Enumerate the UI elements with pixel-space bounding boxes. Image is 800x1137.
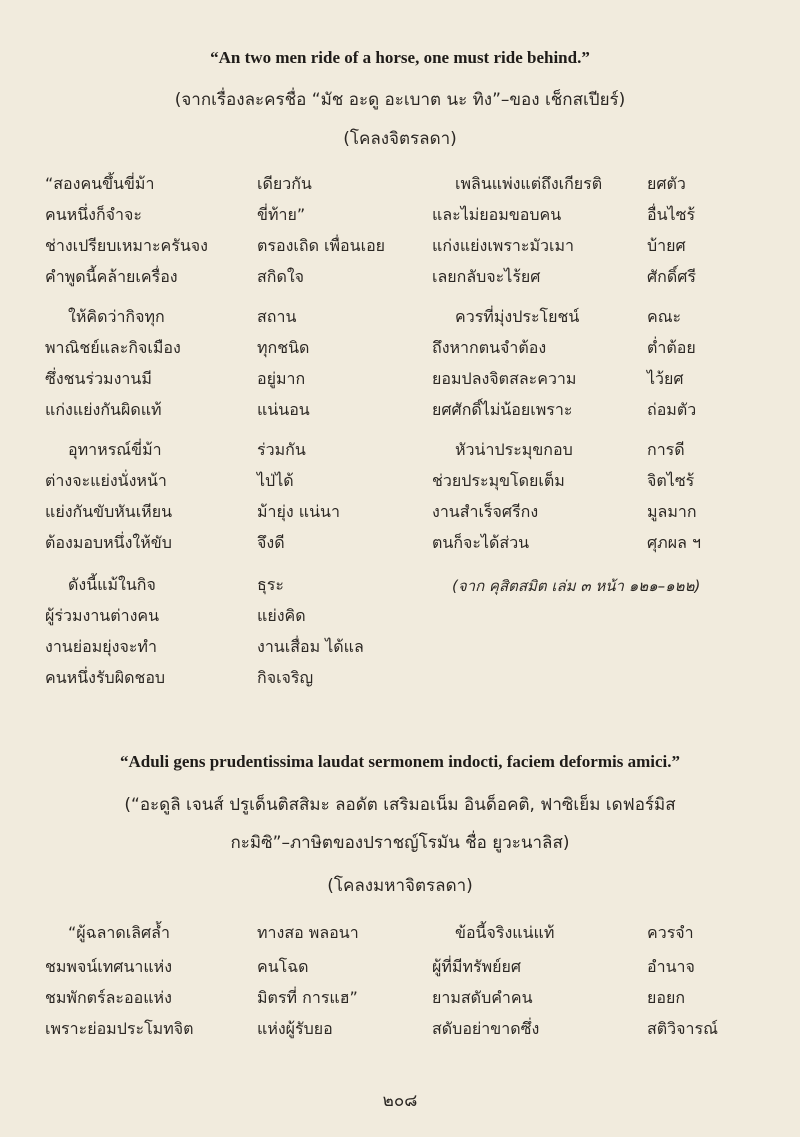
verse-row — [0, 172, 800, 202]
verse-cell: แก่งแย่งกันผิดแท้ — [45, 400, 162, 419]
verse-cell: ม้ายุ่ง แน่นา — [257, 502, 340, 521]
verse-cell: บ้ายศ — [647, 236, 686, 255]
verse-cell: งานย่อมยุ่งจะทำ — [45, 637, 157, 656]
verse-cell: มูลมาก — [647, 502, 697, 521]
verse-cell: คณะ — [647, 307, 682, 326]
verse-row — [0, 203, 800, 233]
verse-cell: คำพูดนี้คล้ายเครื่อง — [45, 267, 178, 286]
verse-cell: เพราะย่อมประโมทจิต — [45, 1019, 194, 1038]
verse-cell: ชมพจน์เทศนาแห่ง — [45, 957, 173, 976]
verse-cell: ยศศักดิ์ไม่น้อยเพราะ — [432, 400, 573, 419]
verse-cell: ผู้ที่มีทรัพย์ยศ — [432, 957, 522, 976]
verse-cell: หัวน่าประมุขกอบ — [455, 440, 573, 459]
verse-cell: จึงดี — [257, 533, 285, 552]
verse-cell: ช่างเปรียบเหมาะครันจง — [45, 236, 208, 255]
verse-row — [0, 531, 800, 561]
verse-row — [0, 305, 800, 335]
verse-cell: งานสำเร็จศรีกง — [432, 502, 539, 521]
verse-cell: ไป่ได้ — [257, 471, 294, 490]
verse-cell: เพลินแพ่งแต่ถึงเกียรติ — [455, 174, 603, 193]
verse-cell: ให้คิดว่ากิจทุก — [68, 307, 165, 326]
verse-cell: ถ่อมตัว — [647, 400, 697, 419]
verse-row — [0, 438, 800, 468]
verse-cell: แย่งคิด — [257, 606, 306, 625]
verse-cell: สถาน — [257, 307, 297, 326]
verse-cell: “สองคนขึ้นขี่ม้า — [45, 174, 155, 193]
verse-cell: ช่วยประมุขโดยเต็ม — [432, 471, 565, 490]
verse-cell: คนหนึ่งรับผิดชอบ — [45, 668, 166, 687]
verse-cell: ถึงหากตนจำต้อง — [432, 338, 547, 357]
verse-row — [0, 666, 800, 696]
verse-cell: อำนาจ — [647, 957, 695, 976]
verse-cell: ต่างจะแย่งนั่งหน้า — [45, 471, 167, 490]
verse-cell: ยศตัว — [647, 174, 686, 193]
verse-cell: การดี — [647, 440, 685, 459]
verse-cell: แก่งแย่งเพราะมัวเมา — [432, 236, 575, 255]
verse-cell: แน่นอน — [257, 400, 310, 419]
verse-cell: ต้องมอบหนึ่งให้ขับ — [45, 533, 172, 552]
verse-cell: ยามสดับคำคน — [432, 988, 533, 1007]
verse-cell: สกิดใจ — [257, 267, 305, 286]
verse-row — [0, 336, 800, 366]
verse-row — [0, 265, 800, 295]
verse-cell: ร่วมกัน — [257, 440, 306, 459]
verse-cell: ทางสอ พลอนา — [257, 923, 359, 942]
transliteration-line-2: กะมิซิ”–ภาษิตของปราชญ์โรมัน ชื่อ ยูวะนาลิส) — [230, 833, 570, 853]
verse-cell: ธุระ — [257, 575, 284, 594]
verse-cell: ควรจำ — [647, 923, 694, 942]
verse-cell: คนหนึ่งก็จำจะ — [45, 205, 142, 224]
verse-cell: จิตไซร้ — [647, 471, 695, 490]
verse-cell: ตรองเถิด เพื่อนเอย — [257, 236, 386, 255]
verse-cell: ยอมปลงจิตสละความ — [432, 369, 577, 388]
verse-cell: ทุกชนิด — [257, 338, 310, 357]
verse-form-label: (โคลงจิตรลดา) — [343, 129, 457, 149]
verse-cell: ศุภผล ฯ — [647, 533, 701, 552]
verse-row — [0, 921, 800, 951]
verse-row — [0, 500, 800, 530]
verse-row — [0, 234, 800, 264]
verse-row — [0, 469, 800, 499]
verse-row — [0, 367, 800, 397]
verse-form-label-2: (โคลงมหาจิตรลดา) — [327, 876, 473, 896]
latin-quote: “Aduli gens prudentissima laudat sermonem indocti, faciem deformis amici.” — [119, 752, 681, 771]
verse-cell: อุทาหรณ์ขี่ม้า — [68, 440, 162, 459]
verse-cell: พาณิชย์และกิจเมือง — [45, 338, 181, 357]
verse-row — [0, 398, 800, 428]
transliteration-line-1: (“อะดูลิ เจนส์ ปรูเด็นติสสิมะ ลอดัต เสริมอเน็ม อินด็อคติ, ฟาซิเย็ม เดฟอร์มิส — [124, 795, 676, 815]
verse-row — [0, 955, 800, 985]
verse-cell: และไม่ยอมขอบคน — [432, 205, 562, 224]
verse-cell: ตนก็จะได้ส่วน — [432, 533, 530, 552]
citation-note: (จาก คุสิตสมิต เล่ม ๓ หน้า ๑๒๑–๑๒๒) — [452, 577, 701, 595]
quote-source-line: (จากเรื่องละครชื่อ “มัช อะดู อะเบาต นะ ทิง”–ของ เช็กสเปียร์) — [174, 90, 626, 110]
verse-cell: ยอยก — [647, 988, 686, 1007]
verse-cell: เดียวกัน — [257, 174, 312, 193]
verse-cell: แย่งกันขับหันเหียน — [45, 502, 173, 521]
verse-cell: ชมพักตร์ละออแห่ง — [45, 988, 172, 1007]
verse-row — [0, 635, 800, 665]
verse-cell: ต่ำต้อย — [647, 338, 696, 357]
verse-cell: อยู่มาก — [257, 369, 306, 388]
english-quote: “An two men ride of a horse, one must ride behind.” — [210, 48, 590, 67]
verse-cell: ดังนี้แม้ในกิจ — [68, 575, 156, 594]
verse-cell: คนโฉด — [257, 957, 309, 976]
verse-cell: ควรที่มุ่งประโยชน์ — [455, 307, 580, 326]
verse-cell: ขี่ท้าย” — [257, 205, 306, 224]
verse-cell: ผู้ร่วมงานต่างคน — [45, 606, 160, 625]
verse-row — [0, 604, 800, 634]
verse-cell: “ผู้ฉลาดเลิศล้ำ — [68, 923, 170, 942]
verse-row — [0, 1017, 800, 1047]
verse-row — [0, 986, 800, 1016]
verse-cell: ข้อนี้จริงแน่แท้ — [455, 923, 555, 942]
verse-cell: กิจเจริญ — [257, 668, 314, 687]
verse-cell: ไว้ยศ — [647, 369, 684, 388]
verse-cell: เลยกลับจะไร้ยศ — [432, 267, 541, 286]
verse-cell: ซึ่งชนร่วมงานมี — [45, 369, 152, 388]
verse-cell: ศักดิ์ศรี — [647, 267, 696, 286]
verse-cell: มิตรที่ การแฮ” — [257, 988, 358, 1007]
verse-cell: สดับอย่าขาดซึ่ง — [432, 1019, 540, 1038]
verse-cell: สติวิจารณ์ — [647, 1019, 718, 1038]
verse-cell: งานเสื่อม ได้แล — [257, 637, 364, 656]
verse-cell: อื่นไซร้ — [647, 205, 696, 224]
page-number: ๒๐๘ — [382, 1091, 418, 1111]
verse-cell: แห่งผู้รับยอ — [257, 1019, 333, 1038]
